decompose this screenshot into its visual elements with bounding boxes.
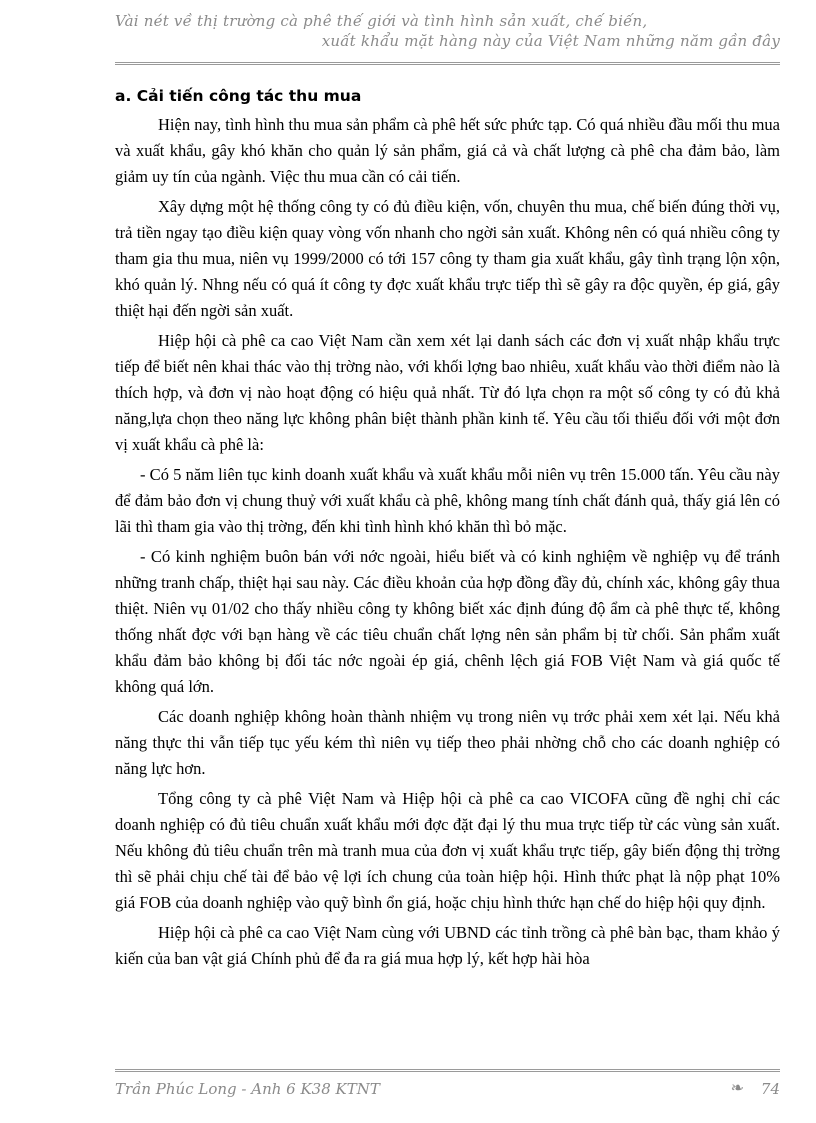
document-body — [115, 84, 780, 1058]
footer-author: Trần Phúc Long - Anh 6 K38 KTNT — [115, 1080, 380, 1098]
header-title-line-1: Vài nét về thị trường cà phê thế giới và tình hình sản xuất, chế biến, — [115, 12, 648, 30]
header-rule — [115, 62, 780, 65]
list-item: - Có kinh nghiệm buôn bán với nớc ngoài, hiểu biết và có kinh nghiệm về nghiệp vụ để tránh những tranh chấp, thiệt hại sau này. Các điều khoản của hợp đồng đầy đủ, chính xác, không gây thua thiệt. Niên vụ 01/02 cho thấy nhiều công ty không biết xác định đúng độ ẩm cà phê thực tế, không thống nhất đợc với bạn hàng về các tiêu chuẩn chất lợng nên sản phẩm bị từ chối. Sản phẩm xuất khẩu đảm bảo không bị đối tác nớc ngoài ép giá, chênh lệch giá FOB Việt Nam và giá quốc tế không quá lớn. — [115, 547, 780, 696]
paragraph: Tổng công ty cà phê Việt Nam và Hiệp hội cà phê ca cao VICOFA cũng đề nghị chỉ các doanh nghiệp có đủ tiêu chuẩn xuất khẩu mới đợc đặt đại lý thu mua trực tiếp từ các vùng sản xuất. Nếu không đủ tiêu chuẩn trên mà tranh mua của đơn vị xuất khẩu trực tiếp, gây biến động thị trờng thì sẽ phải chịu chế tài để bảo vệ lợi ích chung của toàn hiệp hội. Hình thức phạt là nộp phạt 10% giá FOB của doanh nghiệp vào quỹ bình ổn giá, hoặc chịu hình thức hạn chế do hiệp hội quy định. — [115, 789, 780, 912]
paragraph: Các doanh nghiệp không hoàn thành nhiệm vụ trong niên vụ trớc phải xem xét lại. Nếu khả năng thực thi vẫn tiếp tục yếu kém thì niên vụ tiếp theo phải nhờng chỗ cho các doanh nghiệp có năng lực hơn. — [115, 707, 780, 778]
page-header — [115, 12, 780, 60]
section-heading: a. Cải tiến công tác thu mua — [115, 87, 362, 105]
page-number: 74 — [760, 1080, 780, 1098]
flourish-icon: ❧ — [730, 1080, 744, 1097]
page-footer — [115, 1080, 780, 1104]
paragraph: Hiệp hội cà phê ca cao Việt Nam cần xem xét lại danh sách các đơn vị xuất nhập khẩu trực tiếp để biết nên khai thác vào thị trờng nào, với khối lợng bao nhiêu, xuất khẩu vào thời điểm nào là thích hợp, và đơn vị nào hoạt động có hiệu quả nhất. Từ đó lựa chọn ra một số công ty có đủ khả năng,lựa chọn theo năng lực không phân biệt thành phần kinh tế. Yêu cầu tối thiểu đối với một đơn vị xuất khẩu cà phê là: — [115, 331, 780, 454]
paragraph: Xây dựng một hệ thống công ty có đủ điều kiện, vốn, chuyên thu mua, chế biến đúng thời vụ, trả tiền ngay tạo điều kiện quay vòng vốn nhanh cho ngời sản xuất. Không nên có quá nhiều công ty tham gia thu mua, niên vụ 1999/2000 có tới 157 công ty tham gia xuất khẩu, gây tình trạng lộn xộn, khó quản lý. Nhng nếu có quá ít công ty đợc xuất khẩu trực tiếp thì sẽ gây ra độc quyền, ép giá, gây thiệt hại đến ngời sản xuất. — [115, 197, 780, 320]
footer-rule — [115, 1069, 780, 1072]
header-title-line-2: xuất khẩu mặt hàng này của Việt Nam những năm gần đây — [321, 32, 780, 50]
paragraph: Hiện nay, tình hình thu mua sản phẩm cà phê hết sức phức tạp. Có quá nhiều đầu mối thu mua và xuất khẩu, gây khó khăn cho quản lý sản phẩm, giá cả và chất lượng cà phê cha đảm bảo, làm giảm uy tín của ngành. Việc thu mua cần có cải tiến. — [115, 115, 780, 186]
paragraph: Hiệp hội cà phê ca cao Việt Nam cùng với UBND các tỉnh trồng cà phê bàn bạc, tham khảo ý kiến của ban vật giá Chính phủ để đa ra giá mua hợp lý, kết hợp hài hòa — [115, 923, 780, 968]
list-item: - Có 5 năm liên tục kinh doanh xuất khẩu và xuất khẩu mỗi niên vụ trên 15.000 tấn. Yêu cầu này để đảm bảo đơn vị chung thuỷ với xuất khẩu cà phê, không mang tính chất đánh quả, thấy giá lên có lãi thì tham gia vào thị trờng, đến khi tình hình khó khăn thì bỏ mặc. — [115, 465, 780, 536]
